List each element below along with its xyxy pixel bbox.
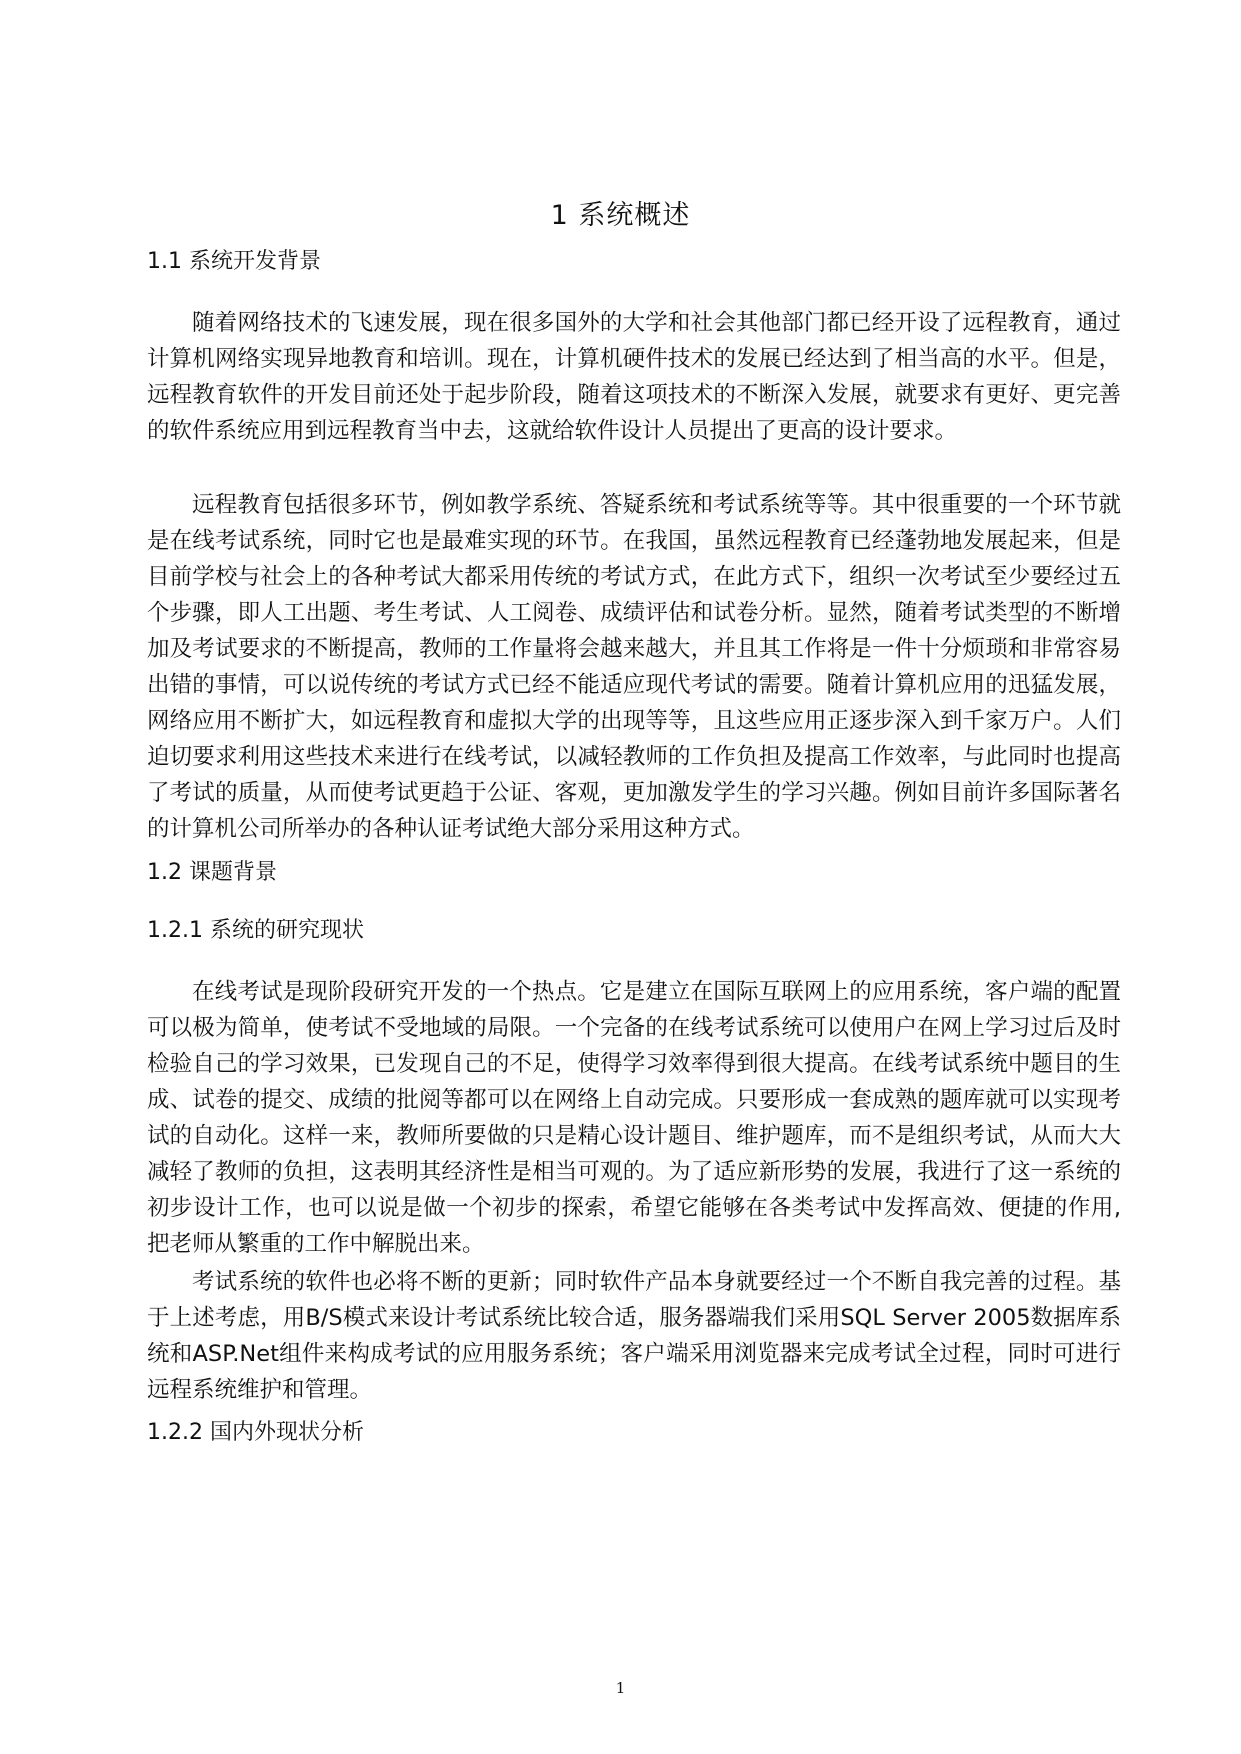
section-heading-1-2: 1.2 课题背景 [147, 860, 277, 885]
chapter-title: 1 系统概述 [550, 200, 691, 231]
paragraph-1-2-1-b: 考试系统的软件也必将不断的更新；同时软件产品本身就要经过一个不断自我完善的过程。基于上述考虑，用B/S模式来设计考试系统比较合适，服务器端我们采用SQL Server 2005数据库系统和ASP.Net组件来构成考试的应用服务系统；客户端采用浏览器来完成考试全过程，同时可进行远程系统维护和管理。 [147, 1269, 1121, 1403]
section-heading-1-2-2: 1.2.2 国内外现状分析 [147, 1420, 364, 1445]
section-heading-1-2-1: 1.2.1 系统的研究现状 [147, 918, 364, 943]
page-number: 1 [615, 1679, 626, 1697]
paragraph-1-1-a: 随着网络技术的飞速发展，现在很多国外的大学和社会其他部门都已经开设了远程教育，通过计算机网络实现异地教育和培训。现在，计算机硬件技术的发展已经达到了相当高的水平。但是，远程教育软件的开发目前还处于起步阶段，随着这项技术的不断深入发展，就要求有更好、更完善的软件系统应用到远程教育当中去，这就给软件设计人员提出了更高的设计要求。 [147, 310, 1121, 444]
section-heading-1-1: 1.1 系统开发背景 [147, 249, 321, 274]
paragraph-1-1-b: 远程教育包括很多环节，例如教学系统、答疑系统和考试系统等等。其中很重要的一个环节就是在线考试系统，同时它也是最难实现的环节。在我国，虽然远程教育已经蓬勃地发展起来，但是目前学校与社会上的各种考试大都采用传统的考试方式，在此方式下，组织一次考试至少要经过五个步骤，即人工出题、考生考试、人工阅卷、成绩评估和试卷分析。显然，随着考试类型的不断增加及考试要求的不断提高，教师的工作量将会越来越大，并且其工作将是一件十分烦琐和非常容易出错的事情，可以说传统的考试方式已经不能适应现代考试的需要。随着计算机应用的迅猛发展，网络应用不断扩大，如远程教育和虚拟大学的出现等等，且这些应用正逐步深入到千家万户。人们迫切要求利用这些技术来进行在线考试，以减轻教师的工作负担及提高工作效率，与此同时也提高了考试的质量，从而使考试更趋于公证、客观，更加激发学生的学习兴趣。例如目前许多国际著名的计算机公司所举办的各种认证考试绝大部分采用这种方式。 [147, 492, 1121, 842]
paragraph-1-2-1-a: 在线考试是现阶段研究开发的一个热点。它是建立在国际互联网上的应用系统，客户端的配置可以极为简单，使考试不受地域的局限。一个完备的在线考试系统可以使用户在网上学习过后及时检验自己的学习效果，已发现自己的不足，使得学习效率得到很大提高。在线考试系统中题目的生成、试卷的提交、成绩的批阅等都可以在网络上自动完成。只要形成一套成熟的题库就可以实现考试的自动化。这样一来，教师所要做的只是精心设计题目、维护题库，而不是组织考试，从而大大减轻了教师的负担，这表明其经济性是相当可观的。为了适应新形势的发展，我进行了这一系统的初步设计工作，也可以说是做一个初步的探索，希望它能够在各类考试中发挥高效、便捷的作用,把老师从繁重的工作中解脱出来。 [147, 979, 1121, 1257]
